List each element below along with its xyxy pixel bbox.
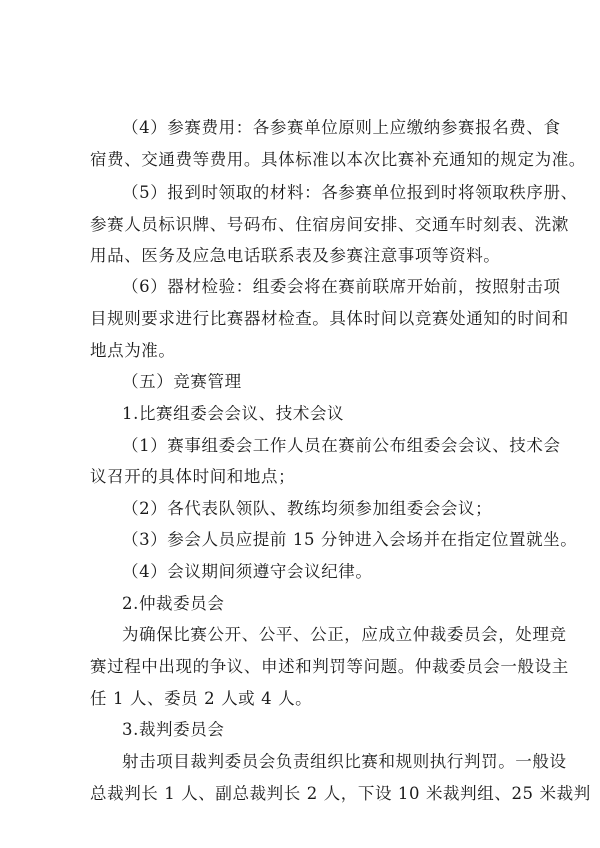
materials-item-line-2: 参赛人员标识牌、号码布、住宿房间安排、交通车时刻表、洗漱: [90, 215, 569, 234]
materials-item-line-3: 用品、医务及应急电话联系表及参赛注意事项等资料。: [90, 246, 501, 265]
arbitration-para-line-2: 赛过程中出现的争议、申述和判罚等问题。仲裁委员会一般设主: [90, 657, 569, 676]
materials-item-line-1: （5）报到时领取的材料：各参赛单位报到时将领取秩序册、: [122, 183, 578, 202]
fee-item-line-1: （4）参赛费用：各参赛单位原则上应缴纳参赛报名费、食: [122, 118, 561, 137]
arbitration-para-line-1: 为确保比赛公开、公平、公正，应成立仲裁委员会，处理竞: [122, 625, 567, 644]
section-heading-competition-management: （五）竞赛管理: [122, 372, 242, 391]
meetings-item-1-line-2: 议召开的具体时间和地点；: [90, 467, 296, 486]
meetings-item-3: （3）参会人员应提前 15 分钟进入会场并在指定位置就坐。: [122, 530, 578, 549]
arbitration-para-line-3: 任 1 人、委员 2 人或 4 人。: [90, 689, 313, 708]
subsection-heading-arbitration: 2.仲裁委员会: [122, 594, 225, 613]
meetings-item-4: （4）会议期间须遵守会议纪律。: [122, 562, 373, 581]
subsection-heading-referee: 3.裁判委员会: [122, 720, 225, 739]
meetings-item-1-line-1: （1）赛事组委会工作人员在赛前公布组委会会议、技术会: [122, 436, 561, 455]
equipment-item-line-2: 目规则要求进行比赛器材检查。具体时间以竞赛处通知的时间和: [90, 309, 569, 328]
referee-para-line-1: 射击项目裁判委员会负责组织比赛和规则执行判罚。一般设: [122, 752, 567, 771]
meetings-item-2: （2）各代表队领队、教练均须参加组委会会议；: [122, 499, 493, 518]
fee-item-line-2: 宿费、交通费等费用。具体标准以本次比赛补充通知的规定为准。: [90, 150, 586, 169]
subsection-heading-meetings: 1.比赛组委会会议、技术会议: [122, 404, 345, 423]
equipment-item-line-3: 地点为准。: [90, 341, 176, 360]
referee-para-line-2: 总裁判长 1 人、副总裁判长 2 人，下设 10 米裁判组、25 米裁判: [90, 784, 591, 803]
equipment-item-line-1: （6）器材检验：组委会将在赛前联席开始前，按照射击项: [122, 277, 561, 296]
